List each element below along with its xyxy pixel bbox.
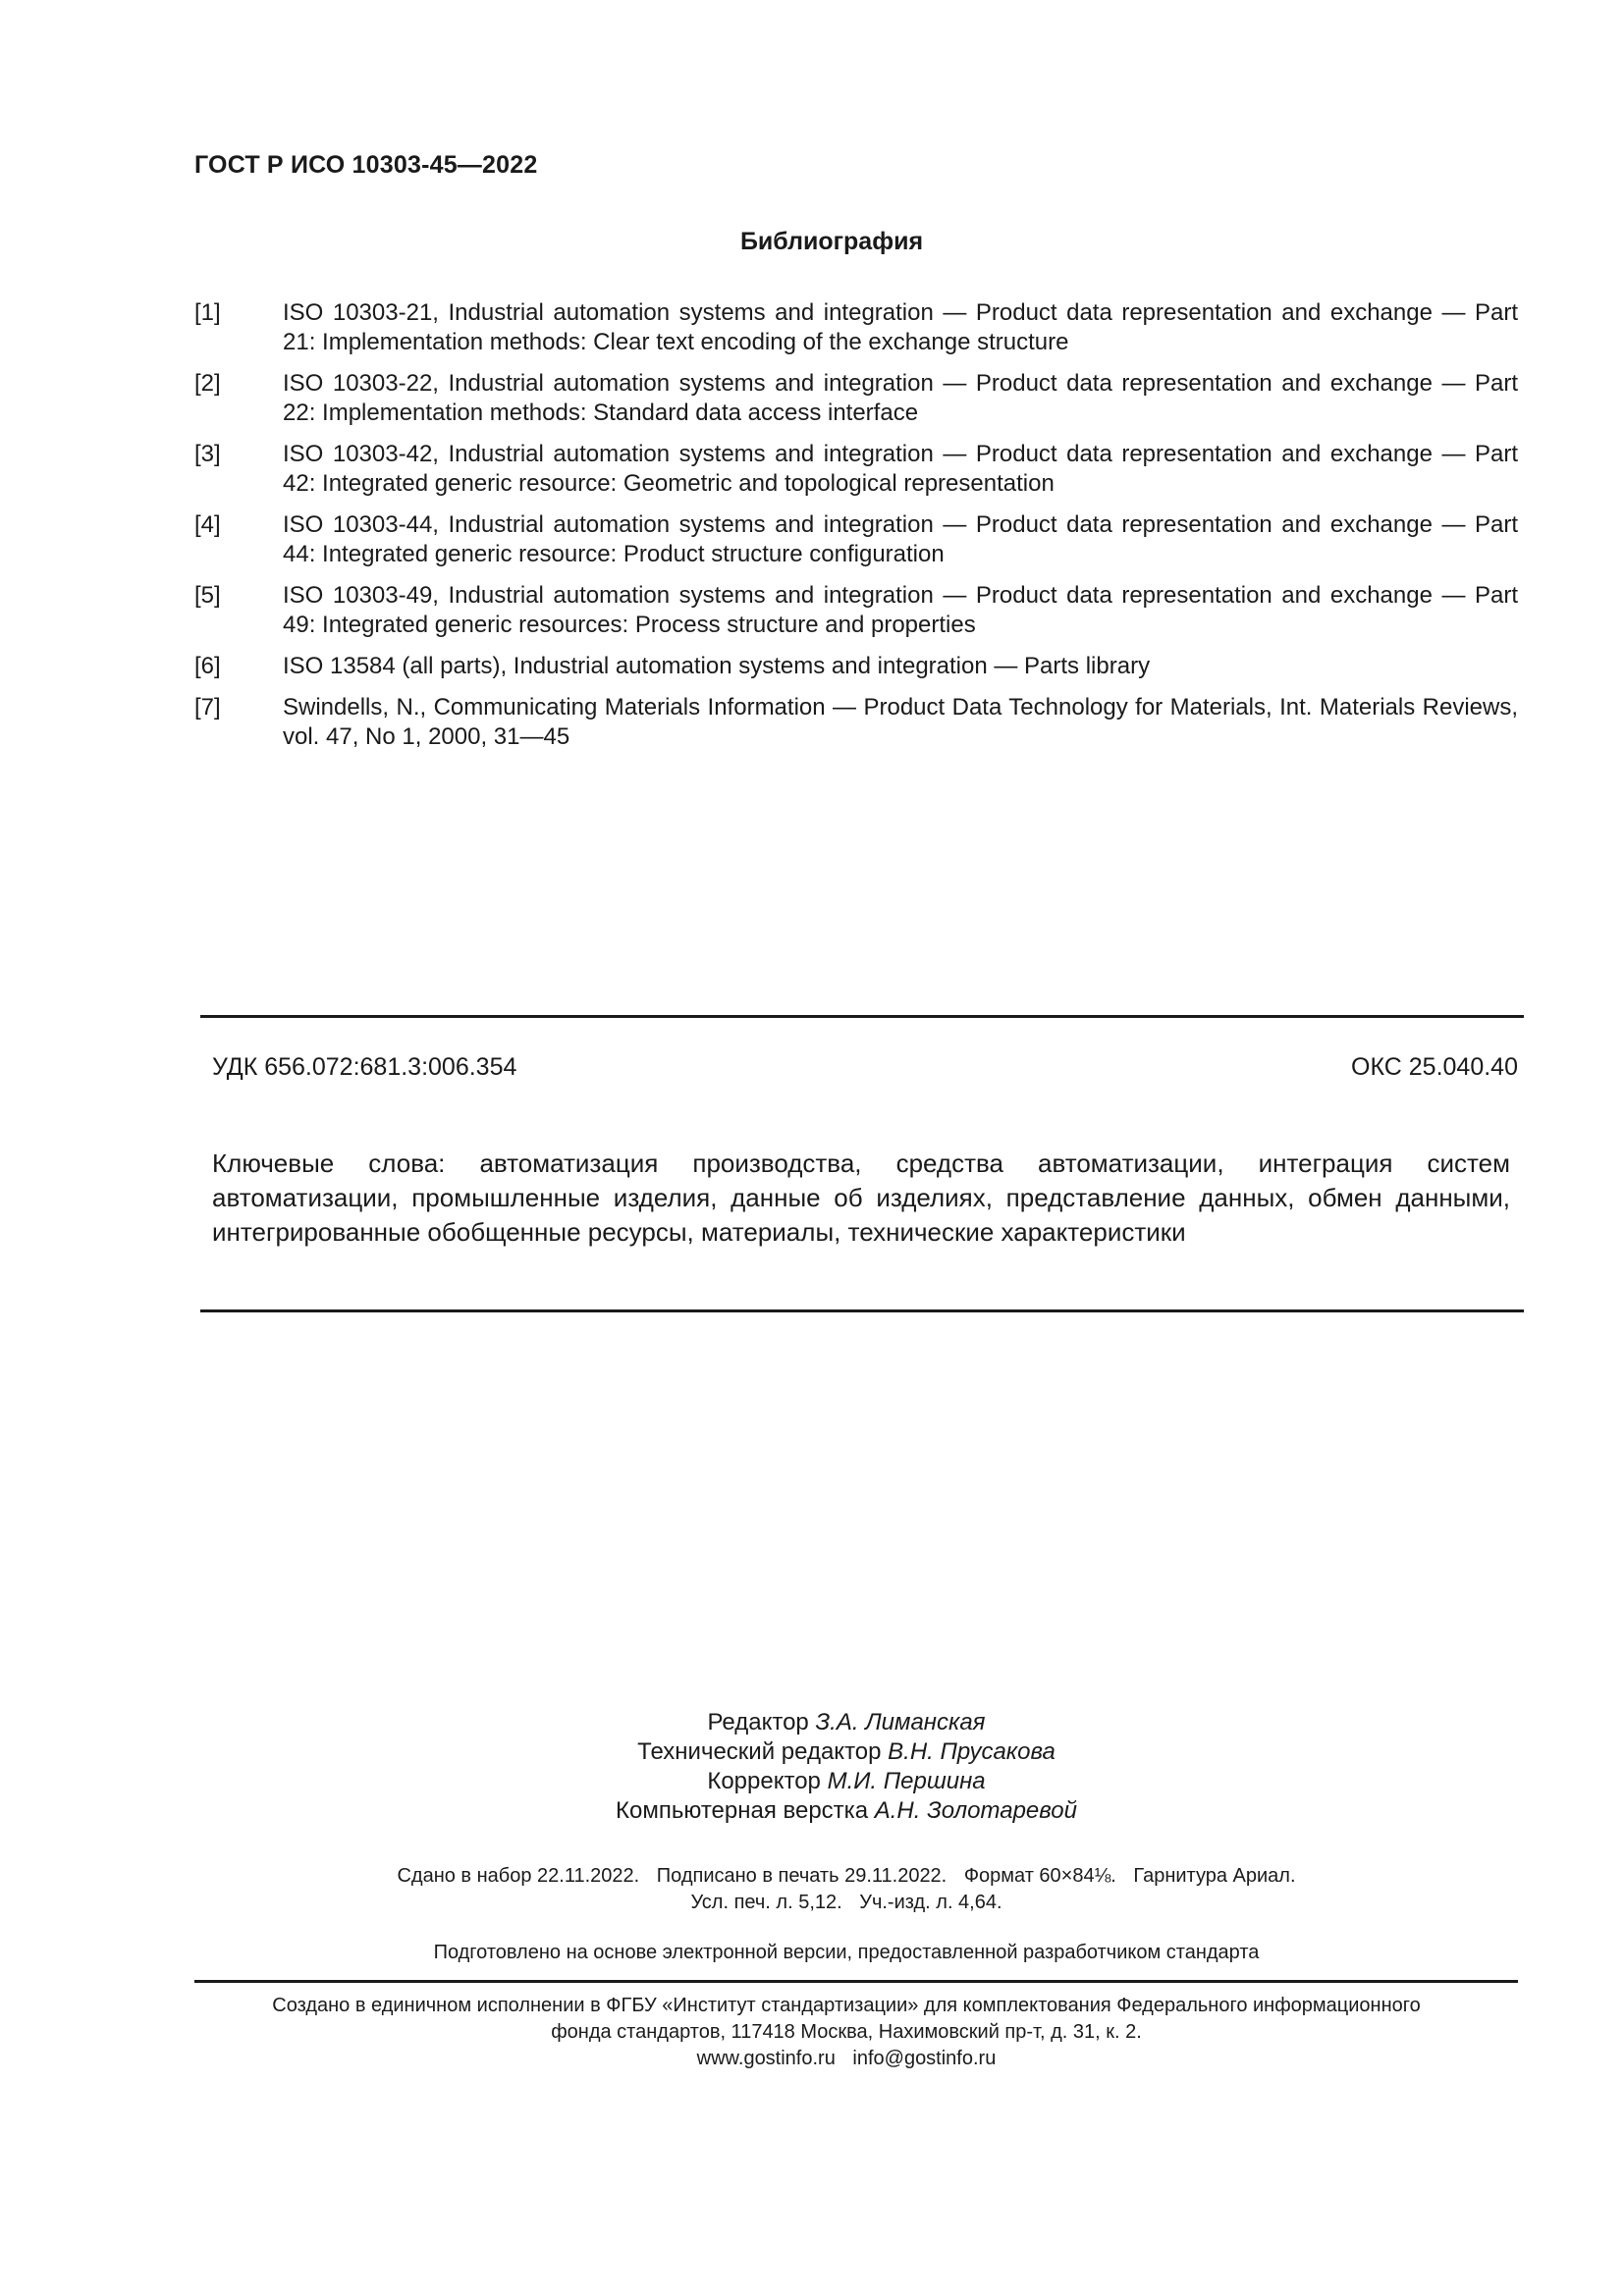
bibliography-title: Библиография [739,228,924,255]
bibliography-entry [194,440,1518,499]
oks-code: ОКС 25.040.40 [1351,1053,1518,1081]
submitted-date: Сдано в набор 22.11.2022. [397,1865,640,1887]
footer-divider [194,1980,1518,1983]
publisher-contacts [69,2046,1624,2072]
bibliography-entry [194,510,1518,569]
layout-name: А.Н. Золотаревой [874,1797,1077,1824]
publisher-line-2: фонда стандартов, 117418 Москва, Нахимовский пр-т, д. 31, к. 2. [551,2021,1142,2043]
entry-text: ISO 10303-22, Industrial automation systems and integration — Product data representation and exchange — Part 22: Implementation methods: Standard data access interface [283,370,1518,426]
prepared-note: Подготовлено на основе электронной версии, предоставленной разработчиком стандарта [433,1942,1260,1963]
entry-text: ISO 13584 (all parts), Industrial automation systems and integration — Parts library [283,653,1151,679]
entry-number: [5] [194,582,221,609]
publisher-sheets: Уч.-изд. л. 4,64. [859,1892,1002,1913]
entry-number: [3] [194,441,221,467]
entry-text: ISO 10303-21, Industrial automation systems and integration — Product data representation and exchange — Part 21: Implementation methods: Clear text encoding of the exchange structure [283,299,1518,355]
editor-label: Редактор [707,1709,809,1735]
corrector-name: М.И. Першина [827,1768,986,1794]
print-sheets: Усл. печ. л. 5,12. [690,1892,842,1913]
entry-number: [7] [194,694,221,721]
bibliography-entry [194,693,1518,752]
bibliography-list [194,298,1518,764]
layout-label: Компьютерная верстка [616,1797,869,1824]
publisher-line-1: Создано в единичном исполнении в ФГБУ «Институт стандартизации» для комплектования Федерального информационного [272,1995,1421,2016]
editor-name: З.А. Лиманская [815,1709,986,1735]
document-id-header: ГОСТ Р ИСО 10303-45—2022 [194,151,538,179]
layout-line [69,1796,1624,1826]
entry-number: [2] [194,370,221,397]
print-info-line-2 [69,1890,1624,1916]
paper-format: Формат 60×84⅛. [963,1865,1116,1887]
signed-date: Подписано в печать 29.11.2022. [656,1865,947,1887]
tech-editor-line [69,1737,1624,1767]
entry-text: ISO 10303-44, Industrial automation systems and integration — Product data representation and exchange — Part 44: Integrated generic resource: Product structure configuration [283,511,1518,567]
editor-line [69,1708,1624,1737]
typeface: Гарнитура Ариал. [1133,1865,1296,1887]
print-info [0,1863,1624,1916]
publisher-block [0,1993,1624,2072]
bibliography-entry [194,652,1518,681]
divider-bottom [200,1309,1524,1312]
tech-editor-label: Технический редактор [637,1738,882,1765]
entry-number: [6] [194,653,221,679]
credits-block [0,1708,1624,1826]
entry-text: ISO 10303-49, Industrial automation systems and integration — Product data representation and exchange — Part 49: Integrated generic resources: Process structure and properties [283,582,1518,638]
email-link[interactable]: info@gostinfo.ru [852,2048,997,2069]
entry-number: [4] [194,511,221,538]
keywords-paragraph: Ключевые слова: автоматизация производства, средства автоматизации, интеграция систем автоматизации, промышленные изделия, данные об изделиях, представление данных, обмен данными, интегрированные обобщенные ресурсы, материалы, технические характеристики [212,1148,1510,1247]
corrector-line [69,1767,1624,1796]
print-info-line-1 [69,1863,1624,1890]
entry-number: [1] [194,299,221,326]
entry-text: Swindells, N., Communicating Materials Information — Product Data Technology for Materials, Int. Materials Reviews, vol. 47, No 1, 2000, 31—45 [283,694,1518,750]
website-link[interactable]: www.gostinfo.ru [696,2048,836,2069]
tech-editor-name: В.Н. Прусакова [888,1738,1056,1765]
corrector-label: Корректор [707,1768,821,1794]
bibliography-entry [194,581,1518,640]
entry-text: ISO 10303-42, Industrial automation systems and integration — Product data representation and exchange — Part 42: Integrated generic resource: Geometric and topological representation [283,441,1518,497]
divider-top [200,1015,1524,1018]
bibliography-entry [194,298,1518,357]
bibliography-entry [194,369,1518,428]
udk-code: УДК 656.072:681.3:006.354 [212,1053,517,1081]
